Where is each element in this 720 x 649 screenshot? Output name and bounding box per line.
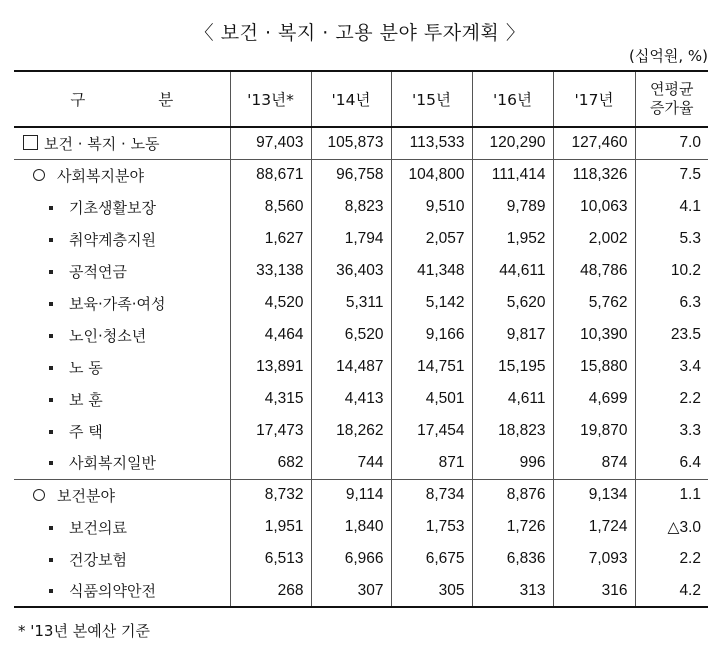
row-label: 건강보험 bbox=[69, 550, 127, 569]
table-row bbox=[14, 127, 708, 159]
table-row bbox=[14, 479, 708, 511]
square-bullet-icon bbox=[49, 366, 53, 370]
growth-cell: 6.3 bbox=[635, 287, 708, 319]
growth-cell: 1.1 bbox=[635, 479, 708, 511]
growth-cell: 3.3 bbox=[635, 415, 708, 447]
footnote: * '13년 본예산 기준 bbox=[18, 622, 150, 640]
row-label: 식품의약안전 bbox=[69, 582, 156, 600]
growth-cell: 3.4 bbox=[635, 351, 708, 383]
value-cell-2015: 871 bbox=[391, 447, 472, 479]
value-cell-2017: 874 bbox=[553, 447, 635, 479]
value-cell-2015: 9,510 bbox=[391, 191, 472, 223]
header-row bbox=[14, 71, 708, 127]
value-cell-2017: 48,786 bbox=[553, 255, 635, 287]
row-label-cell bbox=[14, 287, 230, 319]
value-cell-2013: 4,464 bbox=[230, 319, 311, 351]
value-cell-2014: 14,487 bbox=[311, 351, 391, 383]
header-category: 구 분 bbox=[70, 91, 208, 109]
row-label: 보건분야 bbox=[57, 486, 115, 505]
square-bullet-icon bbox=[49, 589, 53, 593]
value-cell-2014: 6,966 bbox=[311, 543, 391, 575]
table-row bbox=[14, 511, 708, 543]
value-cell-2014: 36,403 bbox=[311, 255, 391, 287]
row-label-cell bbox=[14, 479, 230, 511]
table-row bbox=[14, 255, 708, 287]
row-label: 노 동 bbox=[69, 358, 103, 377]
value-cell-2013: 1,627 bbox=[230, 223, 311, 255]
value-cell-2014: 1,840 bbox=[311, 511, 391, 543]
value-cell-2016: 313 bbox=[472, 575, 553, 607]
square-bullet-icon bbox=[49, 430, 53, 434]
row-label: 주 택 bbox=[69, 422, 103, 441]
value-cell-2014: 4,413 bbox=[311, 383, 391, 415]
growth-cell: △3.0 bbox=[635, 511, 708, 543]
value-cell-2014: 96,758 bbox=[311, 159, 391, 191]
value-cell-2014: 18,262 bbox=[311, 415, 391, 447]
value-cell-2014: 744 bbox=[311, 447, 391, 479]
value-cell-2017: 15,880 bbox=[553, 351, 635, 383]
investment-plan-table bbox=[14, 70, 708, 608]
value-cell-2014: 9,114 bbox=[311, 479, 391, 511]
value-cell-2017: 2,002 bbox=[553, 223, 635, 255]
value-cell-2017: 118,326 bbox=[553, 159, 635, 191]
square-bullet-icon bbox=[49, 270, 53, 274]
growth-cell: 2.2 bbox=[635, 383, 708, 415]
value-cell-2015: 5,142 bbox=[391, 287, 472, 319]
value-cell-2017: 1,724 bbox=[553, 511, 635, 543]
table-row bbox=[14, 191, 708, 223]
header-2013: '13년* bbox=[230, 71, 311, 127]
value-cell-2013: 13,891 bbox=[230, 351, 311, 383]
square-bullet-icon bbox=[49, 398, 53, 402]
growth-cell: 7.0 bbox=[635, 127, 708, 159]
header-2014: '14년 bbox=[311, 71, 391, 127]
value-cell-2017: 4,699 bbox=[553, 383, 635, 415]
growth-cell: 5.3 bbox=[635, 223, 708, 255]
row-label: 사회복지일반 bbox=[69, 454, 156, 473]
table-row bbox=[14, 159, 708, 191]
growth-cell: 4.1 bbox=[635, 191, 708, 223]
value-cell-2015: 17,454 bbox=[391, 415, 472, 447]
value-cell-2017: 10,063 bbox=[553, 191, 635, 223]
row-label: 보육·가족·여성 bbox=[69, 294, 166, 313]
value-cell-2016: 1,726 bbox=[472, 511, 553, 543]
header-2016: '16년 bbox=[472, 71, 553, 127]
value-cell-2013: 682 bbox=[230, 447, 311, 479]
row-label: 보건 · 복지 · 노동 bbox=[44, 134, 160, 153]
table-row bbox=[14, 287, 708, 319]
table-row bbox=[14, 447, 708, 479]
row-label-cell bbox=[14, 127, 230, 159]
value-cell-2016: 15,195 bbox=[472, 351, 553, 383]
row-label-cell bbox=[14, 415, 230, 447]
value-cell-2015: 14,751 bbox=[391, 351, 472, 383]
value-cell-2013: 4,315 bbox=[230, 383, 311, 415]
value-cell-2016: 8,876 bbox=[472, 479, 553, 511]
value-cell-2016: 996 bbox=[472, 447, 553, 479]
square-bullet-icon bbox=[49, 461, 53, 465]
table-row bbox=[14, 383, 708, 415]
square-bullet-icon bbox=[49, 302, 53, 306]
circle-bullet-icon bbox=[33, 169, 45, 181]
row-label-cell bbox=[14, 159, 230, 191]
value-cell-2017: 10,390 bbox=[553, 319, 635, 351]
row-label: 사회복지분야 bbox=[57, 166, 144, 185]
value-cell-2014: 6,520 bbox=[311, 319, 391, 351]
row-label: 공적연금 bbox=[69, 262, 127, 281]
square-bullet-icon bbox=[49, 526, 53, 530]
unit-label: (십억원, %) bbox=[629, 47, 708, 65]
value-cell-2013: 268 bbox=[230, 575, 311, 607]
row-label-cell bbox=[14, 255, 230, 287]
growth-cell: 6.4 bbox=[635, 447, 708, 479]
value-cell-2017: 316 bbox=[553, 575, 635, 607]
row-label-cell bbox=[14, 223, 230, 255]
square-bullet-icon bbox=[49, 334, 53, 338]
row-label: 취약계층지원 bbox=[69, 230, 156, 249]
header-growth bbox=[635, 71, 708, 127]
value-cell-2015: 8,734 bbox=[391, 479, 472, 511]
table-row bbox=[14, 415, 708, 447]
header-growth-line2: 증가율 bbox=[650, 99, 694, 117]
row-label-cell bbox=[14, 351, 230, 383]
table-row bbox=[14, 319, 708, 351]
growth-cell: 7.5 bbox=[635, 159, 708, 191]
value-cell-2013: 6,513 bbox=[230, 543, 311, 575]
value-cell-2017: 7,093 bbox=[553, 543, 635, 575]
value-cell-2013: 1,951 bbox=[230, 511, 311, 543]
value-cell-2015: 1,753 bbox=[391, 511, 472, 543]
row-label: 노인·청소년 bbox=[69, 326, 147, 345]
value-cell-2013: 33,138 bbox=[230, 255, 311, 287]
value-cell-2013: 97,403 bbox=[230, 127, 311, 159]
value-cell-2013: 88,671 bbox=[230, 159, 311, 191]
header-2015: '15년 bbox=[391, 71, 472, 127]
value-cell-2016: 9,789 bbox=[472, 191, 553, 223]
value-cell-2013: 17,473 bbox=[230, 415, 311, 447]
value-cell-2017: 127,460 bbox=[553, 127, 635, 159]
square-bullet-icon bbox=[49, 206, 53, 210]
square-bullet-icon bbox=[49, 238, 53, 242]
value-cell-2017: 9,134 bbox=[553, 479, 635, 511]
header-growth-line1: 연평균 bbox=[650, 80, 694, 98]
table-row bbox=[14, 351, 708, 383]
growth-cell: 23.5 bbox=[635, 319, 708, 351]
value-cell-2013: 8,732 bbox=[230, 479, 311, 511]
row-label-cell bbox=[14, 383, 230, 415]
row-label-cell bbox=[14, 319, 230, 351]
row-label-cell bbox=[14, 543, 230, 575]
table-row bbox=[14, 543, 708, 575]
value-cell-2013: 8,560 bbox=[230, 191, 311, 223]
value-cell-2015: 9,166 bbox=[391, 319, 472, 351]
value-cell-2014: 1,794 bbox=[311, 223, 391, 255]
value-cell-2015: 2,057 bbox=[391, 223, 472, 255]
value-cell-2015: 104,800 bbox=[391, 159, 472, 191]
value-cell-2017: 19,870 bbox=[553, 415, 635, 447]
growth-cell: 2.2 bbox=[635, 543, 708, 575]
square-bullet-icon bbox=[49, 558, 53, 562]
table-row bbox=[14, 575, 708, 607]
value-cell-2016: 111,414 bbox=[472, 159, 553, 191]
value-cell-2016: 5,620 bbox=[472, 287, 553, 319]
header-2017: '17년 bbox=[553, 71, 635, 127]
checkbox-square-icon bbox=[23, 135, 38, 150]
row-label-cell bbox=[14, 575, 230, 607]
value-cell-2015: 4,501 bbox=[391, 383, 472, 415]
row-label: 보 훈 bbox=[69, 390, 103, 409]
row-label-cell bbox=[14, 447, 230, 479]
value-cell-2016: 18,823 bbox=[472, 415, 553, 447]
value-cell-2017: 5,762 bbox=[553, 287, 635, 319]
value-cell-2015: 113,533 bbox=[391, 127, 472, 159]
row-label-cell bbox=[14, 511, 230, 543]
value-cell-2016: 1,952 bbox=[472, 223, 553, 255]
value-cell-2014: 307 bbox=[311, 575, 391, 607]
value-cell-2013: 4,520 bbox=[230, 287, 311, 319]
growth-cell: 4.2 bbox=[635, 575, 708, 607]
value-cell-2016: 44,611 bbox=[472, 255, 553, 287]
value-cell-2015: 305 bbox=[391, 575, 472, 607]
circle-bullet-icon bbox=[33, 489, 45, 501]
growth-cell: 10.2 bbox=[635, 255, 708, 287]
value-cell-2016: 120,290 bbox=[472, 127, 553, 159]
row-label-cell bbox=[14, 191, 230, 223]
value-cell-2016: 4,611 bbox=[472, 383, 553, 415]
table-row bbox=[14, 223, 708, 255]
table-title: 〈 보건 · 복지 · 고용 분야 투자계획 〉 bbox=[194, 22, 526, 44]
value-cell-2015: 41,348 bbox=[391, 255, 472, 287]
value-cell-2016: 9,817 bbox=[472, 319, 553, 351]
row-label: 보건의료 bbox=[69, 518, 127, 537]
value-cell-2014: 105,873 bbox=[311, 127, 391, 159]
value-cell-2014: 5,311 bbox=[311, 287, 391, 319]
value-cell-2015: 6,675 bbox=[391, 543, 472, 575]
value-cell-2014: 8,823 bbox=[311, 191, 391, 223]
value-cell-2016: 6,836 bbox=[472, 543, 553, 575]
row-label: 기초생활보장 bbox=[69, 198, 156, 217]
